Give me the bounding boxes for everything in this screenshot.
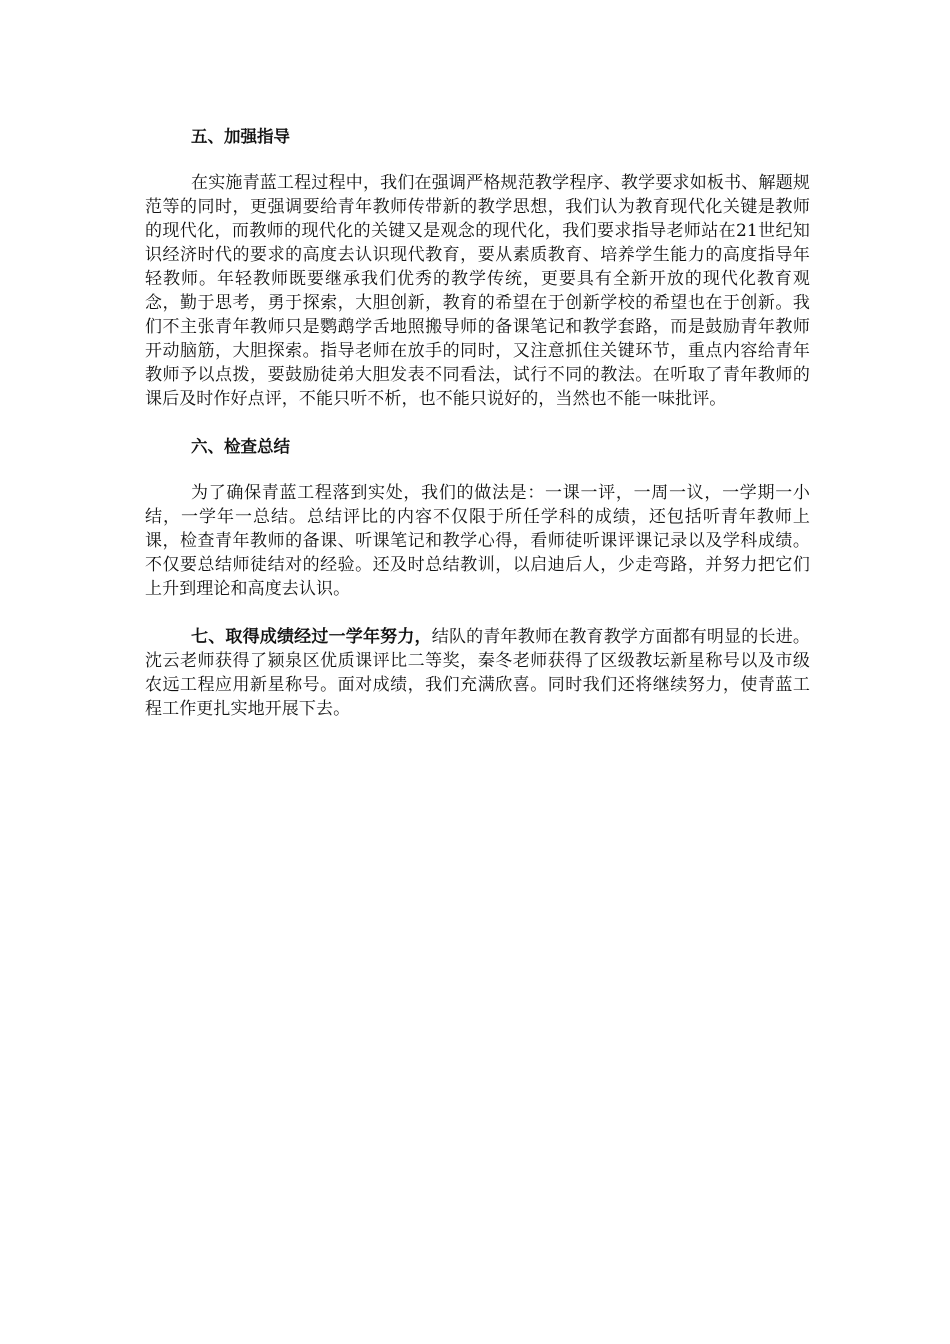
section-heading-review: 六、检查总结	[191, 437, 290, 456]
document-content	[145, 125, 810, 721]
section-achievements-lead: 七、取得成绩经过一学年努力，	[191, 627, 432, 647]
section-achievements	[145, 625, 810, 721]
section-body-review: 为了确保青蓝工程落到实处，我们的做法是：一课一评，一周一议，一学期一小结，一学年一总结。总结评比的内容不仅限于所任学科的成绩，还包括听青年教师上课，检查青年教师的备课、听课笔记和教学心得，看师徒听课评课记录以及学科成绩。不仅要总结师徒结对的经验。还及时总结教训，以启迪后人，少走弯路，并努力把它们上升到理论和高度去认识。	[145, 483, 810, 599]
section-heading-guidance: 五、加强指导	[191, 127, 290, 146]
section-achievements-body: 结队的青年教师在教育教学方面都有明显的长进。沈云老师获得了颍泉区优质课评比二等奖，秦冬老师获得了区级教坛新星称号以及市级农远工程应用新星称号。面对成绩，我们充满欣喜。同时我们还将继续努力，使青蓝工程工作更扎实地开展下去。	[145, 627, 810, 719]
section-body-guidance: 在实施青蓝工程过程中，我们在强调严格规范教学程序、教学要求如板书、解题规范等的同时，更强调要给青年教师传带新的教学思想，我们认为教育现代化关键是教师的现代化，而教师的现代化的关键又是观念的现代化，我们要求指导老师站在21世纪知识经济时代的要求的高度去认识现代教育，要从素质教育、培养学生能力的高度指导年轻教师。年轻教师既要继承我们优秀的教学传统，更要具有全新开放的现代化教育观念，勤于思考，勇于探索，大胆创新，教育的希望在于创新学校的希望也在于创新。我们不主张青年教师只是鹦鹉学舌地照搬导师的备课笔记和教学套路，而是鼓励青年教师开动脑筋，大胆探索。指导老师在放手的同时，又注意抓住关键环节，重点内容给青年教师予以点拨，要鼓励徒弟大胆发表不同看法，试行不同的教法。在听取了青年教师的课后及时作好点评，不能只听不析，也不能只说好的，当然也不能一味批评。	[145, 173, 810, 409]
